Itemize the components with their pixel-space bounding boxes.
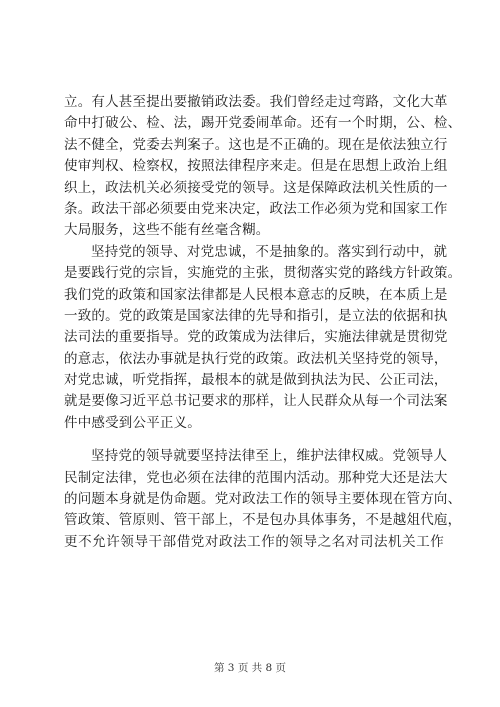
text-line: 一致的。党的政策是国家法律的先导和指引，是立法的依据和执	[64, 307, 448, 324]
text-line: 对党忠诚，听党指挥，最根本的就是做到执法为民、公正司法，	[64, 372, 448, 389]
text-line: 管政策、管原则、管干部上，不是包办具体事务，不是越俎代庖，	[64, 512, 462, 529]
text-line: 条。政法干部必须要由党来决定，政法工作必须为党和国家工作	[64, 200, 448, 217]
text-line: 的意志，依法办事就是执行党的政策。政法机关坚持党的领导，	[64, 350, 448, 367]
text-line: 我们党的政策和国家法律都是人民根本意志的反映，在本质上是	[64, 286, 448, 303]
body-text	[64, 92, 462, 553]
text-line: 织上，政法机关必须接受党的领导。这是保障政法机关性质的一	[64, 179, 448, 196]
text-line: 民制定法律，党也必须在法律的范围内活动。那种党大还是法大	[64, 469, 448, 486]
text-line: 坚持党的领导就要坚持法律至上，维护法律权威。党领导人	[91, 448, 448, 465]
page-number-footer: 第 3 页 共 8 页	[213, 662, 287, 674]
text-line: 立。有人甚至提出要撤销政法委。我们曾经走过弯路，文化大革	[64, 94, 448, 110]
text-line: 使审判权、检察权，按照法律程序来走。但是在思想上政治上组	[64, 158, 448, 175]
paragraph-3	[64, 446, 462, 553]
text-line: 就是要像习近平总书记要求的那样，让人民群众从每一个司法案	[64, 393, 448, 410]
text-line: 大局服务，这些不能有丝毫含糊。	[64, 222, 270, 239]
text-line: 法不健全，党委去判案子。这也是不正确的。现在是依法独立行	[64, 136, 448, 153]
text-line: 命中打破公、检、法，踢开党委闹革命。还有一个时期，公、检、	[64, 115, 462, 132]
text-line: 更不允许领导干部借党对政法工作的领导之名对司法机关工作	[64, 533, 444, 550]
text-line: 的问题本身就是伪命题。党对政法工作的领导主要体现在管方向、	[64, 491, 462, 508]
text-line: 坚持党的领导、对党忠诚，不是抽象的。落实到行动中，就	[91, 243, 448, 260]
text-line: 法司法的重要指导。党的政策成为法律后，实施法律就是贯彻党	[64, 329, 448, 346]
paragraph-1	[64, 92, 462, 242]
text-line: 件中感受到公平正义。	[64, 414, 201, 431]
text-line: 是要践行党的宗旨，实施党的主张，贯彻落实党的路线方针政策。	[64, 265, 462, 282]
paragraph-2	[64, 242, 462, 435]
